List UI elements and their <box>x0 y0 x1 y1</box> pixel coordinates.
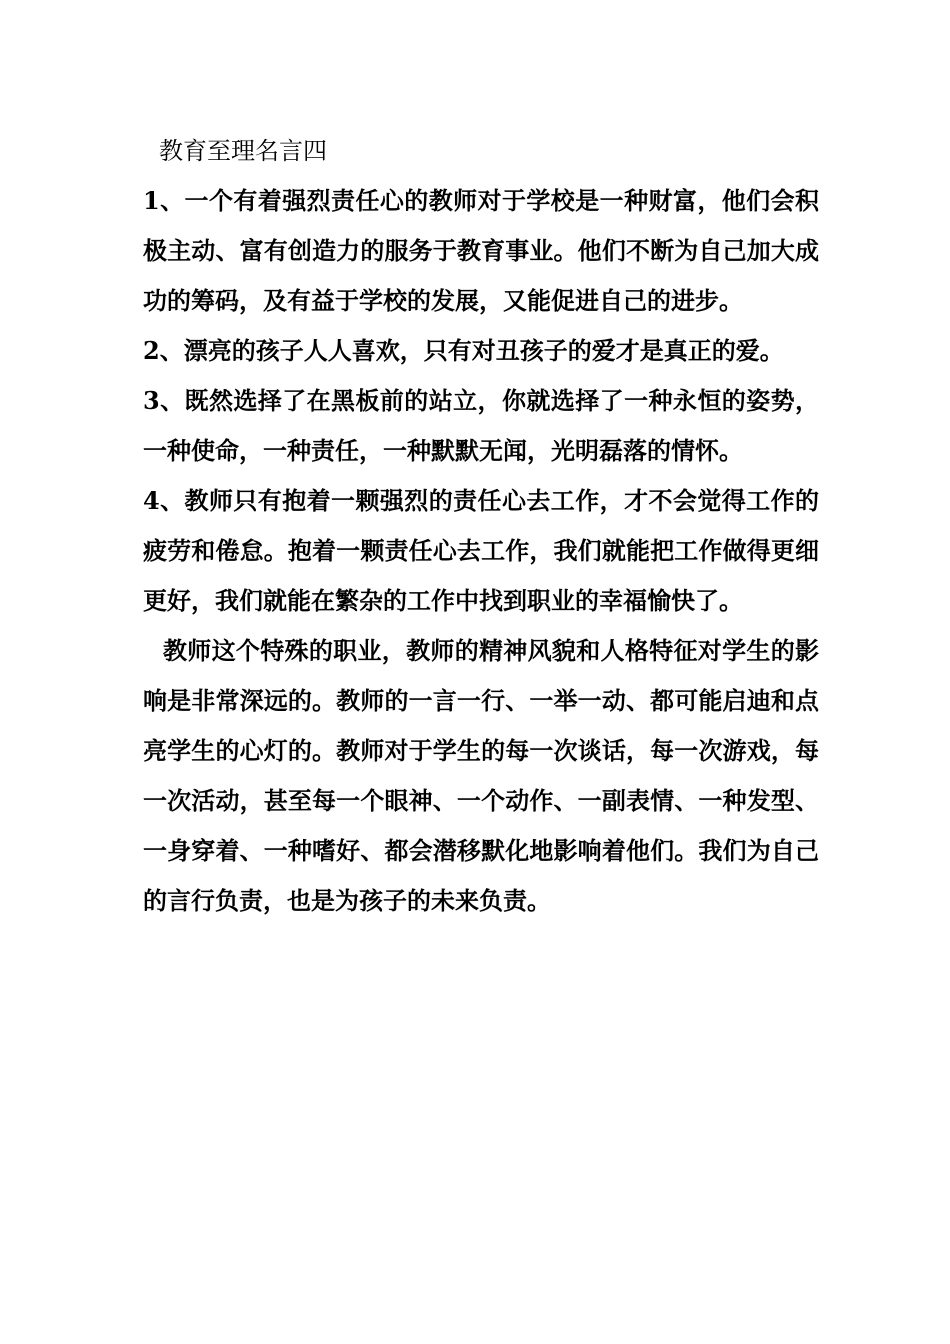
quote-item-2: 2、漂亮的孩子人人喜欢，只有对丑孩子的爱才是真正的爱。 <box>143 336 784 365</box>
quote-item-1: 1、一个有着强烈责任心的教师对于学校是一种财富，他们会积极主动、富有创造力的服务于教育事业。他们不断为自己加大成功的筹码，及有益于学校的发展，又能促进自己的进步。 <box>143 186 819 315</box>
closing-paragraph: 教师这个特殊的职业，教师的精神风貌和人格特征对学生的影响是非常深远的。教师的一言一行、一举一动、都可能启迪和点亮学生的心灯的。教师对于学生的每一次谈话，每一次游戏，每一次活动，甚至每一个眼神、一个动作、一副表情、一种发型、一身穿着、一种嗜好、都会潜移默化地影响着他们。我们为自己的言行负责，也是为孩子的未来负责。 <box>143 636 819 915</box>
quote-item-3: 3、既然选择了在黑板前的站立，你就选择了一种永恒的姿势，一种使命，一种责任，一种默默无闻，光明磊落的情怀。 <box>143 386 819 465</box>
quote-item-4: 4、教师只有抱着一颗强烈的责任心去工作，才不会觉得工作的疲劳和倦怠。抱着一颗责任心去工作，我们就能把工作做得更细更好，我们就能在繁杂的工作中找到职业的幸福愉快了。 <box>143 486 819 615</box>
document-title: 教育至理名言四 <box>159 137 327 165</box>
document-body <box>143 126 819 926</box>
